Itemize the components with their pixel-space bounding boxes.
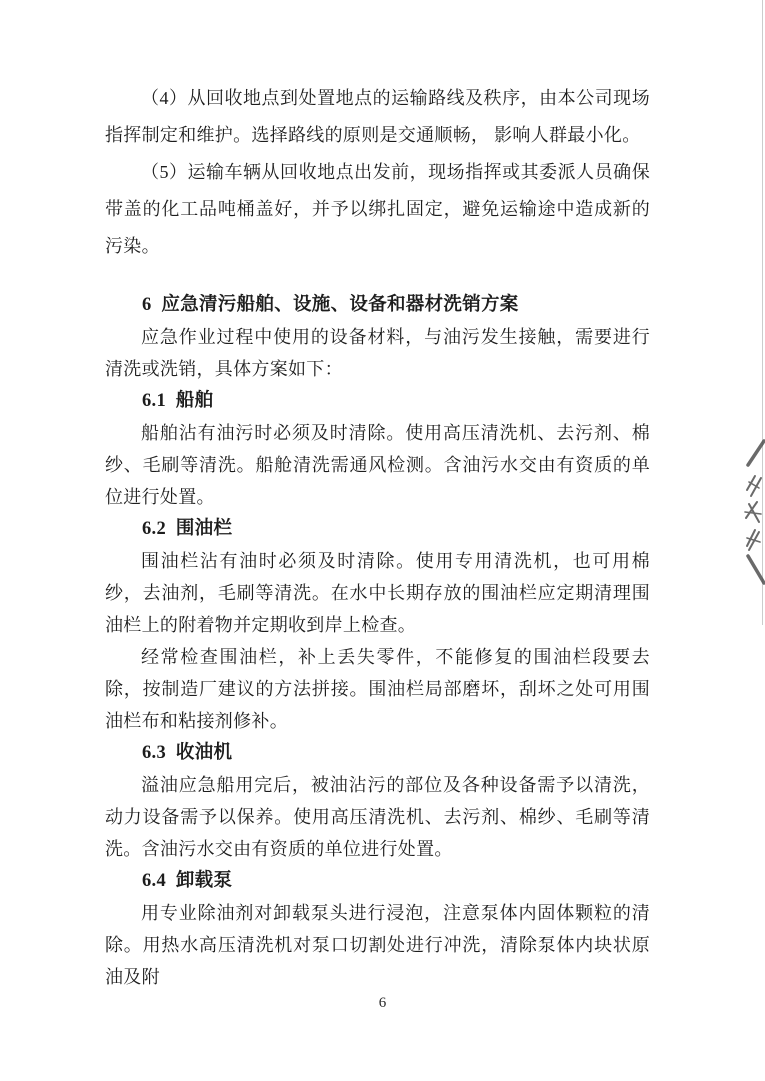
- section-6-1-heading: 6.1 船舶: [142, 391, 214, 411]
- paragraph-item-4: （4）从回收地点到处置地点的运输路线及秩序，由本公司现场指挥制定和维护。选择路线的原则是交通顺畅， 影响人群最小化。: [105, 88, 650, 145]
- section-6-heading: 6 应急清污船舶、设施、设备和器材洗销方案: [142, 295, 519, 315]
- section-6-3-heading: 6.3 收油机: [142, 743, 233, 763]
- section-6-2-paragraph-1: 围油栏沾有油时必须及时清除。使用专用清洗机，也可用棉纱，去油剂，毛刷等清洗。在水中长期存放的围油栏应定期清理围油栏上的附着物并定期收到岸上检查。: [105, 551, 650, 635]
- section-6-4-heading: 6.4 卸载泵: [142, 871, 233, 891]
- section-6-3-paragraph: 溢油应急船用完后，被油沾污的部位及各种设备需予以清洗，动力设备需予以保养。使用高压清洗机、去污剂、棉纱、毛刷等清洗。含油污水交由有资质的单位进行处置。: [105, 775, 650, 859]
- section-6-4-paragraph: 用专业除油剂对卸载泵头进行浸泡，注意泵体内固体颗粒的清除。用热水高压清洗机对泵口切割处进行冲洗，清除泵体内块状原油及附: [105, 903, 650, 987]
- section-6-2-heading: 6.2 围油栏: [142, 519, 233, 539]
- edge-stamp-icon: [741, 438, 765, 586]
- paragraph-item-5: （5）运输车辆从回收地点出发前，现场指挥或其委派人员确保带盖的化工品吨桶盖好，并予以绑扎固定，避免运输途中造成新的污染。: [105, 162, 650, 256]
- section-6-intro: 应急作业过程中使用的设备材料，与油污发生接触，需要进行清洗或洗销，具体方案如下：: [105, 327, 650, 379]
- document-text-block: [105, 80, 650, 993]
- page-number: 6: [378, 995, 387, 1011]
- section-6-2-paragraph-2: 经常检查围油栏，补上丢失零件，不能修复的围油栏段要去除，按制造厂建议的方法拼接。围油栏局部磨坏，刮坏之处可用围油栏布和粘接剂修补。: [105, 647, 650, 731]
- section-6-1-paragraph: 船舶沾有油污时必须及时清除。使用高压清洗机、去污剂、棉纱、毛刷等清洗。船舱清洗需通风检测。含油污水交由有资质的单位进行处置。: [105, 423, 650, 507]
